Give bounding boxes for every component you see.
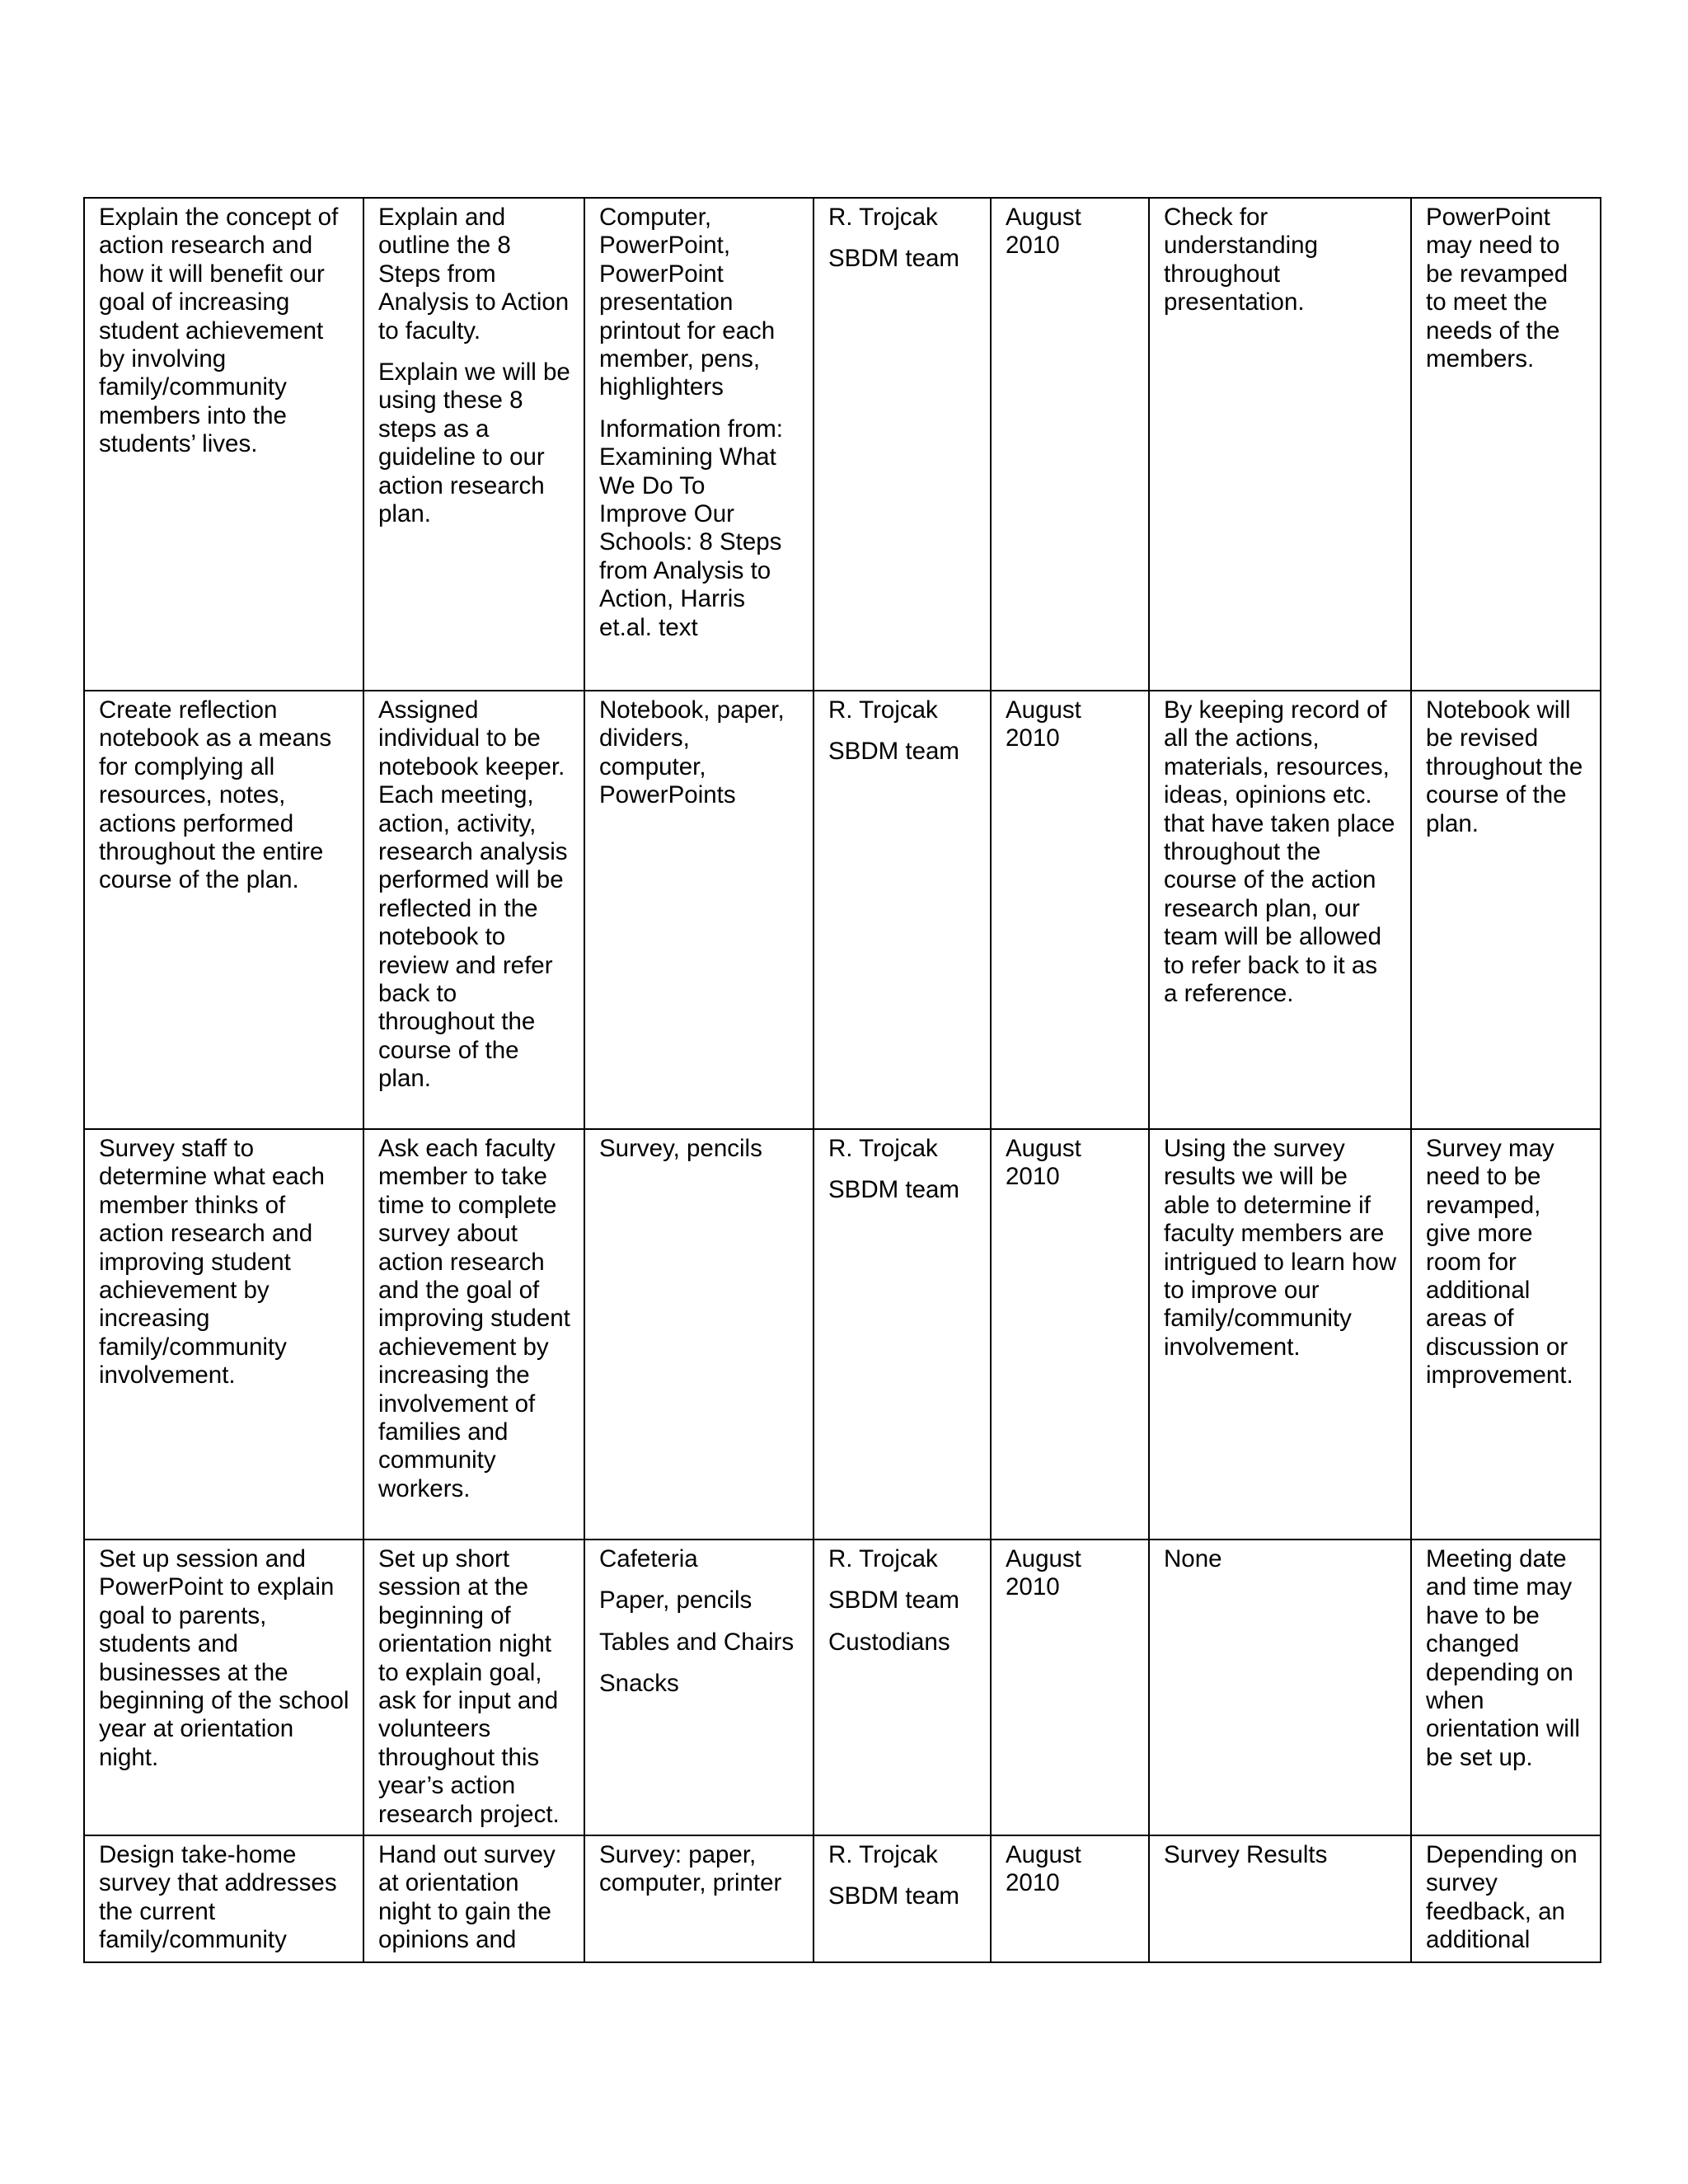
cell-resources — [584, 1129, 814, 1540]
cell-revision — [1411, 1835, 1601, 1962]
cell-steps — [363, 1129, 584, 1540]
cell-text: Snacks — [599, 1670, 679, 1698]
cell-text: Design take-home survey that addresses the current family/community — [99, 1841, 337, 1954]
cell-timeline — [991, 691, 1149, 1129]
cell-responsible — [814, 1540, 991, 1835]
cell-text: R. Trojcak — [828, 204, 938, 231]
cell-text: SBDM team — [828, 738, 960, 766]
cell-text: Ask each faculty member to take time to complete survey about action research and the goal of improving student achievement by increasing the involvement of families and community workers. — [378, 1135, 570, 1502]
cell-text: Set up session and PowerPoint to explain goal to parents, students and businesses at the beginning of the school year at orientation night. — [99, 1545, 349, 1771]
cell-text: Depending on survey feedback, an additional — [1426, 1841, 1578, 1954]
cell-revision — [1411, 198, 1601, 691]
cell-evaluation — [1149, 691, 1411, 1129]
cell-text: Survey: paper, computer, printer — [599, 1841, 782, 1897]
cell-revision — [1411, 691, 1601, 1129]
cell-activity — [84, 691, 363, 1129]
cell-text: Survey may need to be revamped, give more room for additional areas of discussion or improvement. — [1426, 1135, 1573, 1390]
cell-resources — [584, 1540, 814, 1835]
cell-text: By keeping record of all the actions, materials, resources, ideas, opinions etc. that have taken place throughout the course of the action research plan, our team will be allowed to refer back to it as a reference. — [1164, 696, 1395, 1008]
cell-text: SBDM team — [828, 1176, 960, 1204]
table-row — [84, 1540, 1601, 1835]
cell-text: Assigned individual to be notebook keeper. Each meeting, action, activity, research analysis performed will be reflected in the notebook to review and refer back to throughout the course of the plan. — [378, 696, 568, 1093]
cell-timeline — [991, 1129, 1149, 1540]
cell-text: SBDM team — [828, 1586, 960, 1615]
cell-resources — [584, 198, 814, 691]
table-row — [84, 1129, 1601, 1540]
cell-evaluation — [1149, 1540, 1411, 1835]
table-row — [84, 198, 1601, 691]
cell-steps — [363, 198, 584, 691]
cell-text: August 2010 — [1006, 1545, 1081, 1601]
cell-text: Survey Results — [1164, 1841, 1328, 1868]
cell-text: R. Trojcak — [828, 696, 938, 724]
cell-text: Custodians — [828, 1628, 950, 1656]
cell-text: Paper, pencils — [599, 1586, 753, 1615]
cell-text: R. Trojcak — [828, 1545, 938, 1572]
cell-text: Notebook, paper, dividers, computer, PowerPoints — [599, 696, 785, 809]
cell-text: R. Trojcak — [828, 1135, 938, 1162]
cell-text: Explain the concept of action research and how it will benefit our goal of increasing student achievement by involving family/community members into the students’ lives. — [99, 204, 339, 458]
cell-text: Hand out survey at orientation night to gain the opinions and — [378, 1841, 556, 1954]
cell-text: Tables and Chairs — [599, 1628, 795, 1656]
cell-text: Check for understanding throughout presentation. — [1164, 204, 1318, 316]
cell-evaluation — [1149, 198, 1411, 691]
cell-text: Explain we will be using these 8 steps as a guideline to our action research plan. — [378, 359, 570, 528]
cell-steps — [363, 691, 584, 1129]
cell-responsible — [814, 1129, 991, 1540]
cell-resources — [584, 1835, 814, 1962]
cell-resources — [584, 691, 814, 1129]
cell-steps — [363, 1835, 584, 1962]
cell-text: August 2010 — [1006, 696, 1081, 752]
cell-text: Survey, pencils — [599, 1135, 762, 1162]
cell-text: SBDM team — [828, 1882, 960, 1910]
cell-evaluation — [1149, 1129, 1411, 1540]
action-plan-table — [83, 197, 1601, 1963]
cell-timeline — [991, 1540, 1149, 1835]
cell-text: Computer, PowerPoint, PowerPoint presentation printout for each member, pens, highlighters — [599, 204, 776, 401]
cell-text: Cafeteria — [599, 1545, 698, 1572]
cell-text: Information from: Examining What We Do To Improve Our Schools: 8 Steps from Analysis to Action, Harris et.al. text — [599, 415, 783, 641]
cell-text: Create reflection notebook as a means for complying all resources, notes, actions performed throughout the entire course of the plan. — [99, 696, 332, 894]
cell-evaluation — [1149, 1835, 1411, 1962]
cell-steps — [363, 1540, 584, 1835]
cell-revision — [1411, 1540, 1601, 1835]
cell-timeline — [991, 198, 1149, 691]
cell-text: None — [1164, 1545, 1222, 1572]
cell-text: SBDM team — [828, 245, 960, 273]
cell-text: R. Trojcak — [828, 1841, 938, 1868]
cell-text: Notebook will be revised throughout the course of the plan. — [1426, 696, 1583, 837]
cell-responsible — [814, 691, 991, 1129]
cell-text: August 2010 — [1006, 1135, 1081, 1191]
cell-revision — [1411, 1129, 1601, 1540]
cell-text: Explain and outline the 8 Steps from Analysis to Action to faculty. — [378, 204, 570, 344]
cell-activity — [84, 1835, 363, 1962]
cell-text: Using the survey results we will be able to determine if faculty members are intrigued to learn how to improve our family/community involvement. — [1164, 1135, 1397, 1361]
cell-text: Meeting date and time may have to be changed depending on when orientation will be set up. — [1426, 1545, 1580, 1771]
cell-activity — [84, 1129, 363, 1540]
cell-text: August 2010 — [1006, 1841, 1081, 1897]
table-row — [84, 1835, 1601, 1962]
cell-responsible — [814, 198, 991, 691]
cell-responsible — [814, 1835, 991, 1962]
cell-activity — [84, 198, 363, 691]
cell-text: PowerPoint may need to be revamped to meet the needs of the members. — [1426, 204, 1568, 373]
cell-text: August 2010 — [1006, 204, 1081, 260]
cell-activity — [84, 1540, 363, 1835]
table-row — [84, 691, 1601, 1129]
cell-timeline — [991, 1835, 1149, 1962]
table-body — [84, 198, 1601, 1962]
cell-text: Set up short session at the beginning of orientation night to explain goal, ask for input and volunteers throughout this year’s action research project. — [378, 1545, 560, 1828]
cell-text: Survey staff to determine what each member thinks of action research and improving student achievement by increasing family/community involvement. — [99, 1135, 325, 1390]
